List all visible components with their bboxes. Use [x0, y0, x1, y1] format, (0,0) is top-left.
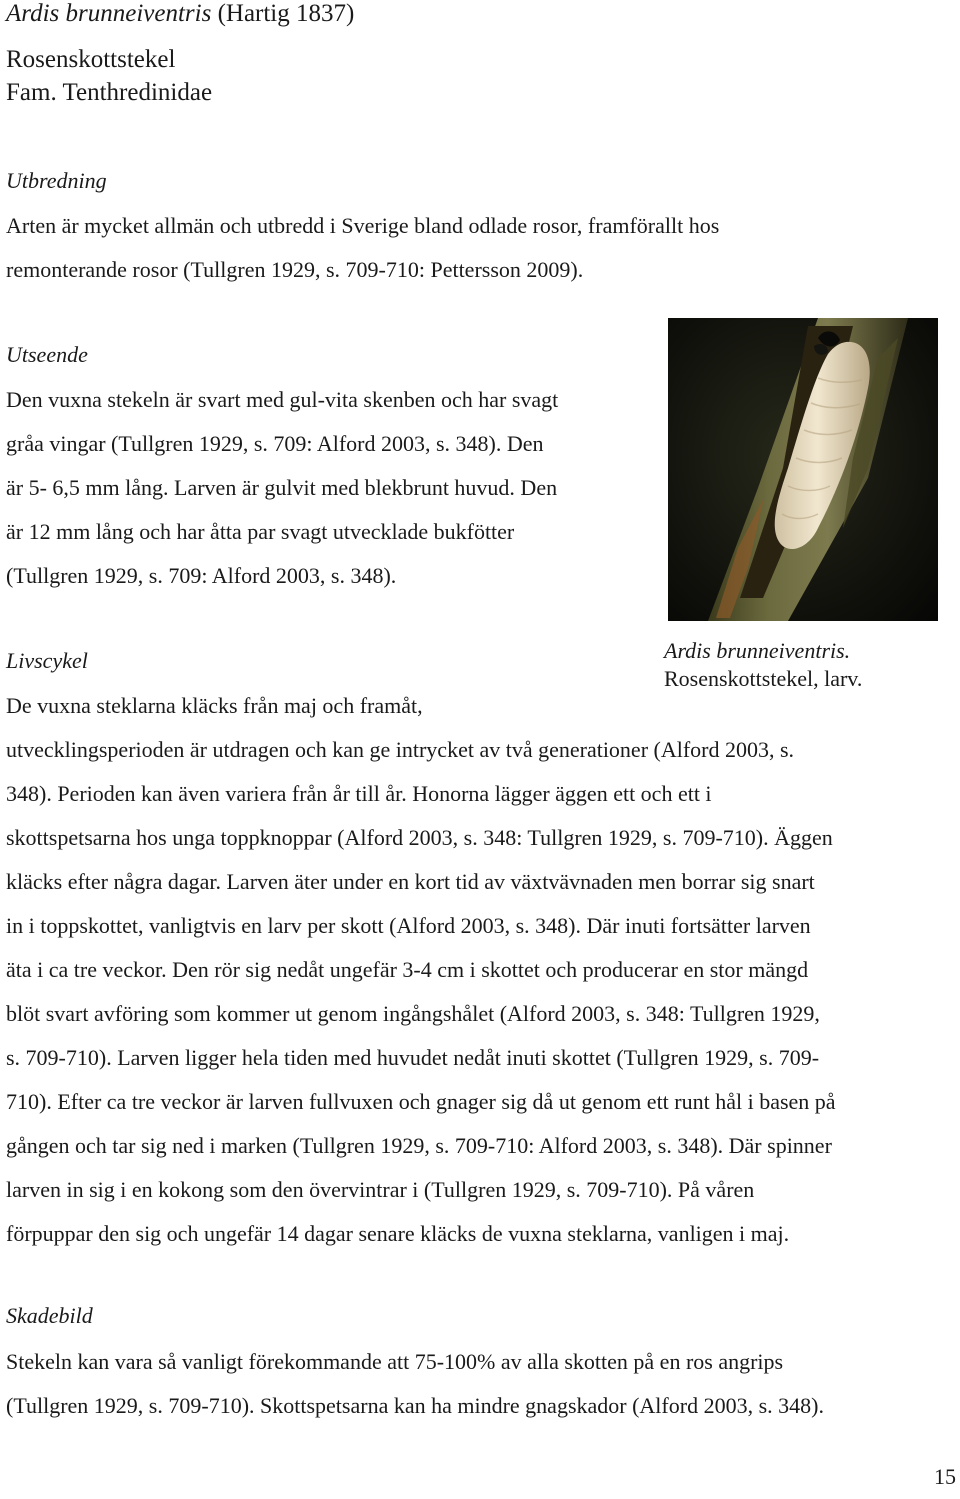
page-number: 15 [934, 1464, 956, 1489]
text-line: gången och tar sig ned i marken (Tullgren 1929, s. 709-710: Alford 2003, s. 348). Där spinner [6, 1133, 832, 1158]
text-line: blöt svart avföring som kommer ut genom ingångshålet (Alford 2003, s. 348: Tullgren 1929, [6, 1001, 820, 1026]
text-line: (Tullgren 1929, s. 709: Alford 2003, s. 348). [6, 563, 397, 588]
utbredning-heading: Utbredning [6, 168, 107, 193]
text-line: äta i ca tre veckor. Den rör sig nedåt ungefär 3-4 cm i skottet och producerar en stor mängd [6, 957, 809, 982]
species-name: Ardis brunneiventris [6, 0, 212, 27]
livscykel-body [6, 684, 836, 1256]
text-line: förpuppar den sig och ungefär 14 dagar senare kläcks de vuxna steklarna, vanligen i maj. [6, 1221, 790, 1246]
text-line: in i toppskottet, vanligtvis en larv per skott (Alford 2003, s. 348). Där inuti fortsätter larven [6, 913, 811, 938]
text-line: kläcks efter några dagar. Larven äter under en kort tid av växtvävnaden men borrar sig snart [6, 869, 815, 894]
text-line: skottspetsarna hos unga toppknoppar (Alford 2003, s. 348: Tullgren 1929, s. 709-710). Äggen [6, 825, 833, 850]
text-line: är 12 mm lång och har åtta par svagt utvecklade bukfötter [6, 519, 515, 544]
skadebild-heading: Skadebild [6, 1303, 93, 1328]
text-line: 348). Perioden kan även variera från år till år. Honorna lägger äggen ett och ett i [6, 781, 712, 806]
larva-photo [668, 318, 938, 621]
text-line: är 5- 6,5 mm lång. Larven är gulvit med blekbrunt huvud. Den [6, 475, 558, 500]
text-line: De vuxna steklarna kläcks från maj och framåt, [6, 693, 423, 718]
text-line: s. 709-710). Larven ligger hela tiden med huvudet nedåt inuti skottet (Tullgren 1929, s. 709- [6, 1045, 820, 1070]
text-line: (Tullgren 1929, s. 709-710). Skottspetsarna kan ha mindre gnagskador (Alford 2003, s. 348). [6, 1393, 824, 1418]
family-name: Fam. Tenthredinidae [6, 79, 213, 106]
common-name: Rosenskottstekel [6, 46, 176, 73]
caption-species: Ardis brunneiventris. [664, 638, 851, 663]
skadebild-body [6, 1340, 824, 1428]
caption-description: Rosenskottstekel, larv. [664, 666, 863, 691]
species-author: (Hartig 1837) [211, 0, 355, 27]
text-line: Arten är mycket allmän och utbredd i Sverige bland odlade rosor, framförallt hos [6, 213, 720, 238]
species-title [6, 0, 354, 28]
utseende-heading: Utseende [6, 342, 88, 367]
text-line: 710). Efter ca tre veckor är larven fullvuxen och gnager sig då ut genom ett runt hål i basen på [6, 1089, 836, 1114]
text-line: Stekeln kan vara så vanligt förekommande att 75-100% av alla skotten på en ros angrips [6, 1349, 784, 1374]
text-line: remonterande rosor (Tullgren 1929, s. 709-710: Pettersson 2009). [6, 257, 584, 282]
livscykel-heading: Livscykel [6, 648, 88, 673]
text-line: utvecklingsperioden är utdragen och kan ge intrycket av två generationer (Alford 2003, s. [6, 737, 795, 762]
text-line: Den vuxna stekeln är svart med gul-vita skenben och har svagt [6, 387, 559, 412]
text-line: gråa vingar (Tullgren 1929, s. 709: Alford 2003, s. 348). Den [6, 431, 544, 456]
utbredning-body [6, 204, 719, 292]
text-line: larven in sig i en kokong som den övervintrar i (Tullgren 1929, s. 709-710). På våren [6, 1177, 755, 1202]
utseende-body [6, 378, 558, 598]
